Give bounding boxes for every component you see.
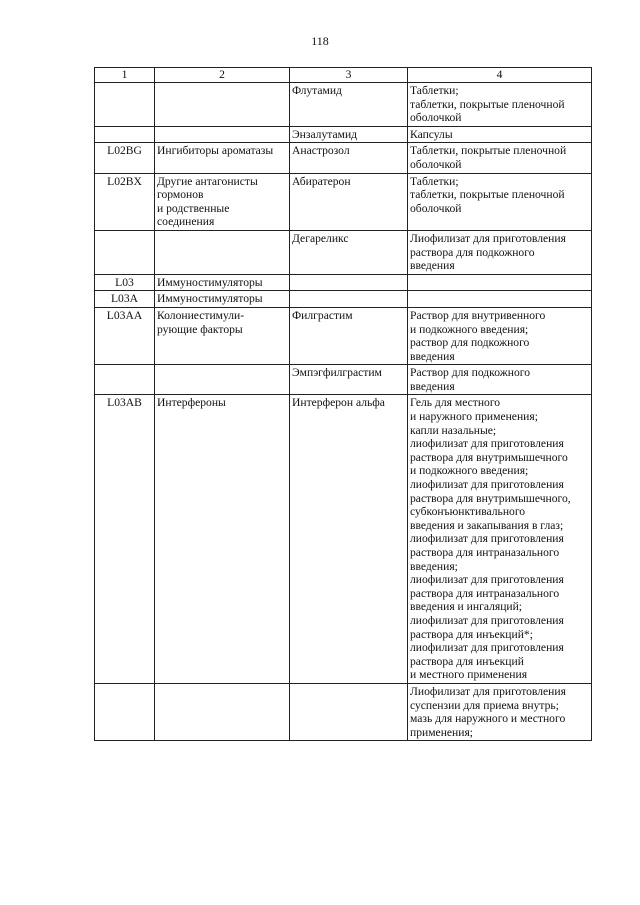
cell-line: лиофилизат для приготовления [410, 532, 564, 546]
cell-line: таблетки, покрытые пленочной [410, 97, 565, 111]
forms-cell [408, 365, 592, 395]
drug-cell [290, 365, 408, 395]
cell-line: Таблетки; [410, 174, 459, 188]
table-row [95, 230, 592, 274]
table-row [95, 395, 592, 683]
cell-line: Лиофилизат для приготовления [410, 684, 566, 698]
cell-line: Таблетки; [410, 84, 459, 97]
code-cell: L03AA [95, 307, 155, 364]
forms-cell [408, 307, 592, 364]
drug-cell [290, 83, 408, 127]
drug-cell [290, 173, 408, 230]
cell-line: оболочкой [410, 201, 462, 215]
forms-cell [408, 274, 592, 291]
cell-line: Интерферон альфа [292, 396, 385, 410]
table-header-row [95, 68, 592, 83]
group-cell [155, 365, 290, 395]
cell-line: Лиофилизат для приготовления [410, 231, 566, 245]
cell-line: раствора для инъекций*; [410, 627, 533, 641]
forms-cell [408, 143, 592, 173]
cell-line: Абиратерон [292, 174, 351, 188]
drug-cell [290, 230, 408, 274]
cell-line: введения [410, 259, 455, 273]
cell-line: оболочкой [410, 157, 462, 171]
page-number: 118 [311, 34, 329, 48]
cell-line: и подкожного введения; [410, 464, 529, 478]
code-cell [95, 683, 155, 740]
cell-line: оболочкой [410, 111, 462, 125]
cell-line: субконъюнктивального [410, 505, 526, 519]
code-cell: L02BX [95, 173, 155, 230]
column-header: 2 [155, 68, 290, 83]
cell-line: лиофилизат для приготовления [410, 478, 564, 492]
drug-cell [290, 307, 408, 364]
cell-line: соединения [157, 215, 215, 229]
cell-line: лиофилизат для приготовления [410, 613, 564, 627]
group-cell [155, 274, 290, 291]
column-header: 4 [408, 68, 592, 83]
cell-line: Иммуностимуляторы [157, 292, 263, 306]
table-row [95, 307, 592, 364]
cell-line: гормонов [157, 188, 204, 202]
cell-line: и подкожного введения; [410, 322, 529, 336]
drug-cell [290, 683, 408, 740]
cell-line: введения и закапывания в глаз; [410, 518, 564, 532]
drug-cell [290, 143, 408, 173]
cell-line: Колониестимули- [157, 308, 245, 322]
cell-line: лиофилизат для приготовления [410, 437, 564, 451]
cell-line: капли назальные; [410, 423, 497, 437]
cell-line: раствора для подкожного [410, 245, 535, 259]
cell-line: Раствор для внутривенного [410, 308, 546, 322]
group-cell [155, 173, 290, 230]
column-header: 1 [95, 68, 155, 83]
cell-line: и местного применения [410, 668, 528, 682]
cell-line: лиофилизат для приготовления [410, 641, 564, 655]
cell-line: раствора для внутримышечного, [410, 491, 571, 505]
table-row [95, 143, 592, 173]
cell-line: рующие факторы [157, 322, 243, 336]
cell-line: применения; [410, 725, 474, 739]
group-cell [155, 307, 290, 364]
cell-line: Другие антагонисты [157, 174, 258, 188]
drug-cell [290, 126, 408, 143]
drug-cell [290, 395, 408, 683]
cell-line: Эмпэгфилграстим [292, 366, 382, 380]
cell-line: таблетки, покрытые пленочной [410, 188, 565, 202]
forms-cell [408, 83, 592, 127]
cell-line: Иммуностимуляторы [157, 275, 263, 289]
code-cell [95, 230, 155, 274]
group-cell [155, 291, 290, 308]
cell-line: Капсулы [410, 127, 453, 141]
cell-line: раствора для инъекций [410, 654, 524, 668]
cell-line: Филграстим [292, 308, 353, 322]
cell-line: раствора для внутримышечного [410, 450, 568, 464]
column-header: 3 [290, 68, 408, 83]
forms-cell [408, 173, 592, 230]
code-cell [95, 126, 155, 143]
code-cell: L03AB [95, 395, 155, 683]
group-cell [155, 83, 290, 127]
cell-line: введения и ингаляций; [410, 600, 523, 614]
cell-line: Энзалутамид [292, 127, 358, 141]
cell-line: Анастрозол [292, 144, 350, 158]
cell-line: суспензии для приема внутрь; [410, 698, 559, 712]
cell-line: раствор для подкожного [410, 336, 530, 350]
cell-line: и родственные [157, 201, 230, 215]
group-cell [155, 230, 290, 274]
forms-cell [408, 683, 592, 740]
cell-line: Таблетки, покрытые пленочной [410, 144, 567, 158]
group-cell [155, 126, 290, 143]
table-row [95, 173, 592, 230]
forms-cell [408, 395, 592, 683]
cell-line: Интерфероны [157, 396, 226, 410]
code-cell [95, 83, 155, 127]
code-cell: L03A [95, 291, 155, 308]
drug-table [94, 67, 592, 741]
group-cell [155, 683, 290, 740]
cell-line: введения; [410, 559, 458, 573]
cell-line: и наружного применения; [410, 410, 538, 424]
cell-line: раствора для интраназального [410, 586, 560, 600]
table-row [95, 126, 592, 143]
cell-line: Ингибиторы ароматазы [157, 144, 274, 158]
table-row [95, 365, 592, 395]
forms-cell [408, 291, 592, 308]
drug-cell [290, 291, 408, 308]
cell-line: Дегареликс [292, 231, 349, 245]
code-cell: L03 [95, 274, 155, 291]
group-cell [155, 395, 290, 683]
forms-cell [408, 126, 592, 143]
table-row [95, 83, 592, 127]
cell-line: мазь для наружного и местного [410, 712, 566, 726]
drug-cell [290, 274, 408, 291]
cell-line: лиофилизат для приготовления [410, 573, 564, 587]
group-cell [155, 143, 290, 173]
table-row [95, 291, 592, 308]
cell-line: раствора для интраназального [410, 546, 560, 559]
cell-line: Гель для местного [410, 396, 501, 410]
cell-line: введения [410, 379, 455, 393]
code-cell: L02BG [95, 143, 155, 173]
cell-line: Раствор для подкожного [410, 366, 531, 380]
forms-cell [408, 230, 592, 274]
table-row [95, 274, 592, 291]
code-cell [95, 365, 155, 395]
cell-line: Флутамид [292, 84, 342, 97]
cell-line: введения [410, 349, 455, 363]
table-row [95, 683, 592, 740]
